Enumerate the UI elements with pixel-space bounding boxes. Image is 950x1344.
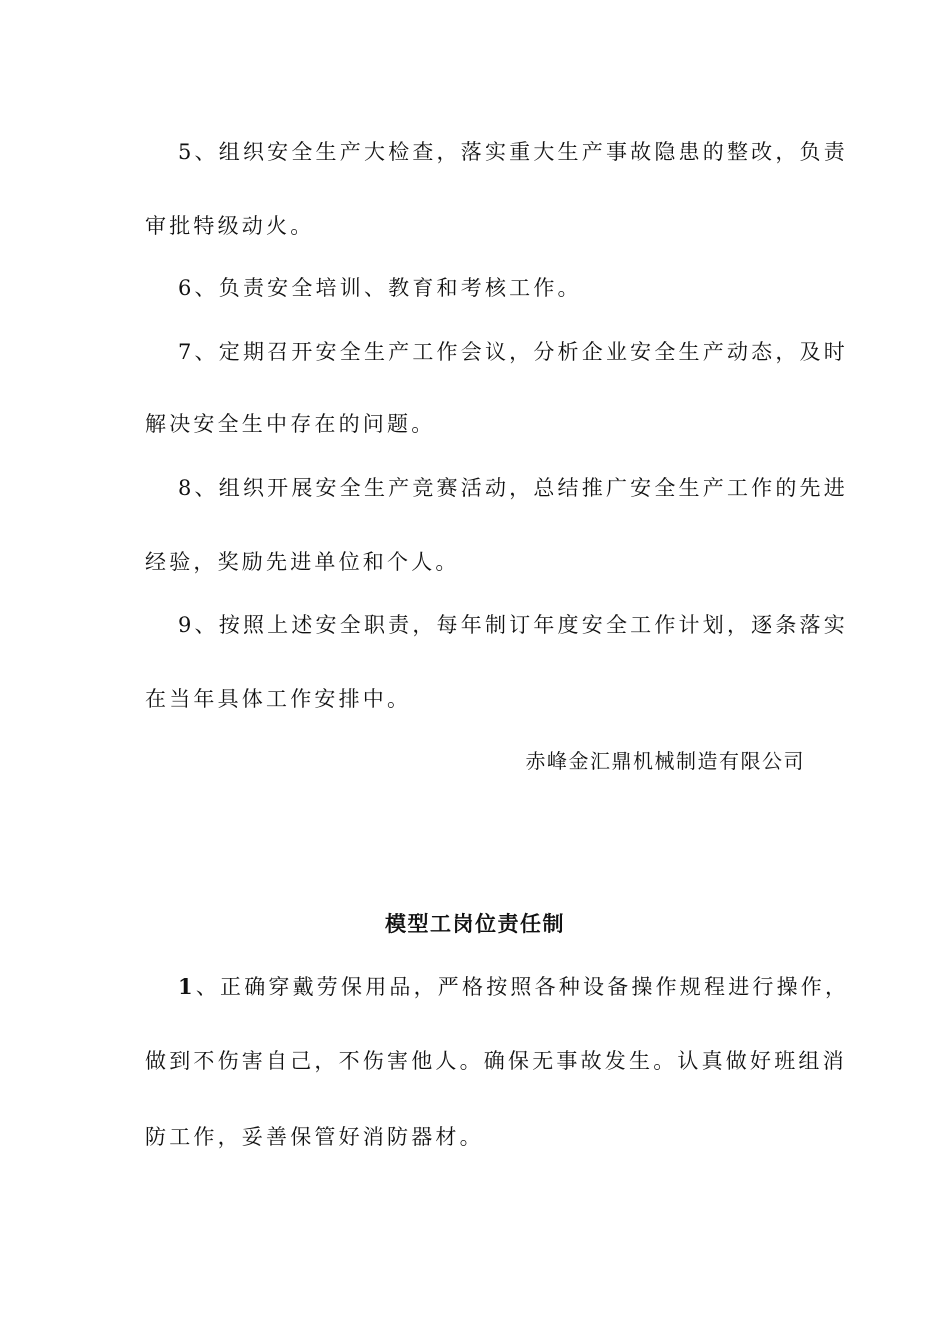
item-9-line-1: 9、按照上述安全职责，每年制订年度安全工作计划，逐条落实 [178, 613, 848, 637]
duty-1-line-1 [178, 972, 849, 1002]
section-title: 模型工岗位责任制 [385, 911, 565, 936]
company-signature: 赤峰金汇鼎机械制造有限公司 [525, 749, 805, 773]
item-8-line-2: 经验，奖励先进单位和个人。 [145, 550, 460, 574]
duty-1-line-2: 做到不伤害自己，不伤害他人。确保无事故发生。认真做好班组消 [145, 1049, 847, 1073]
item-9-line-2: 在当年具体工作安排中。 [145, 687, 412, 711]
item-5-line-1: 5、组织安全生产大检查，落实重大生产事故隐患的整改，负责 [178, 140, 848, 164]
item-5-line-2: 审批特级动火。 [145, 214, 315, 238]
item-6-line-1: 6、负责安全培训、教育和考核工作。 [178, 276, 582, 300]
duty-1-line-1-text: 、正确穿戴劳保用品，严格按照各种设备操作规程进行操作， [195, 975, 850, 999]
duty-1-number: 1 [178, 974, 196, 999]
item-8-line-1: 8、组织开展安全生产竞赛活动，总结推广安全生产工作的先进 [178, 476, 848, 500]
item-7-line-2: 解决安全生中存在的问题。 [145, 412, 436, 436]
duty-1-line-3: 防工作，妥善保管好消防器材。 [145, 1125, 484, 1149]
item-7-line-1: 7、定期召开安全生产工作会议，分析企业安全生产动态，及时 [178, 340, 848, 364]
